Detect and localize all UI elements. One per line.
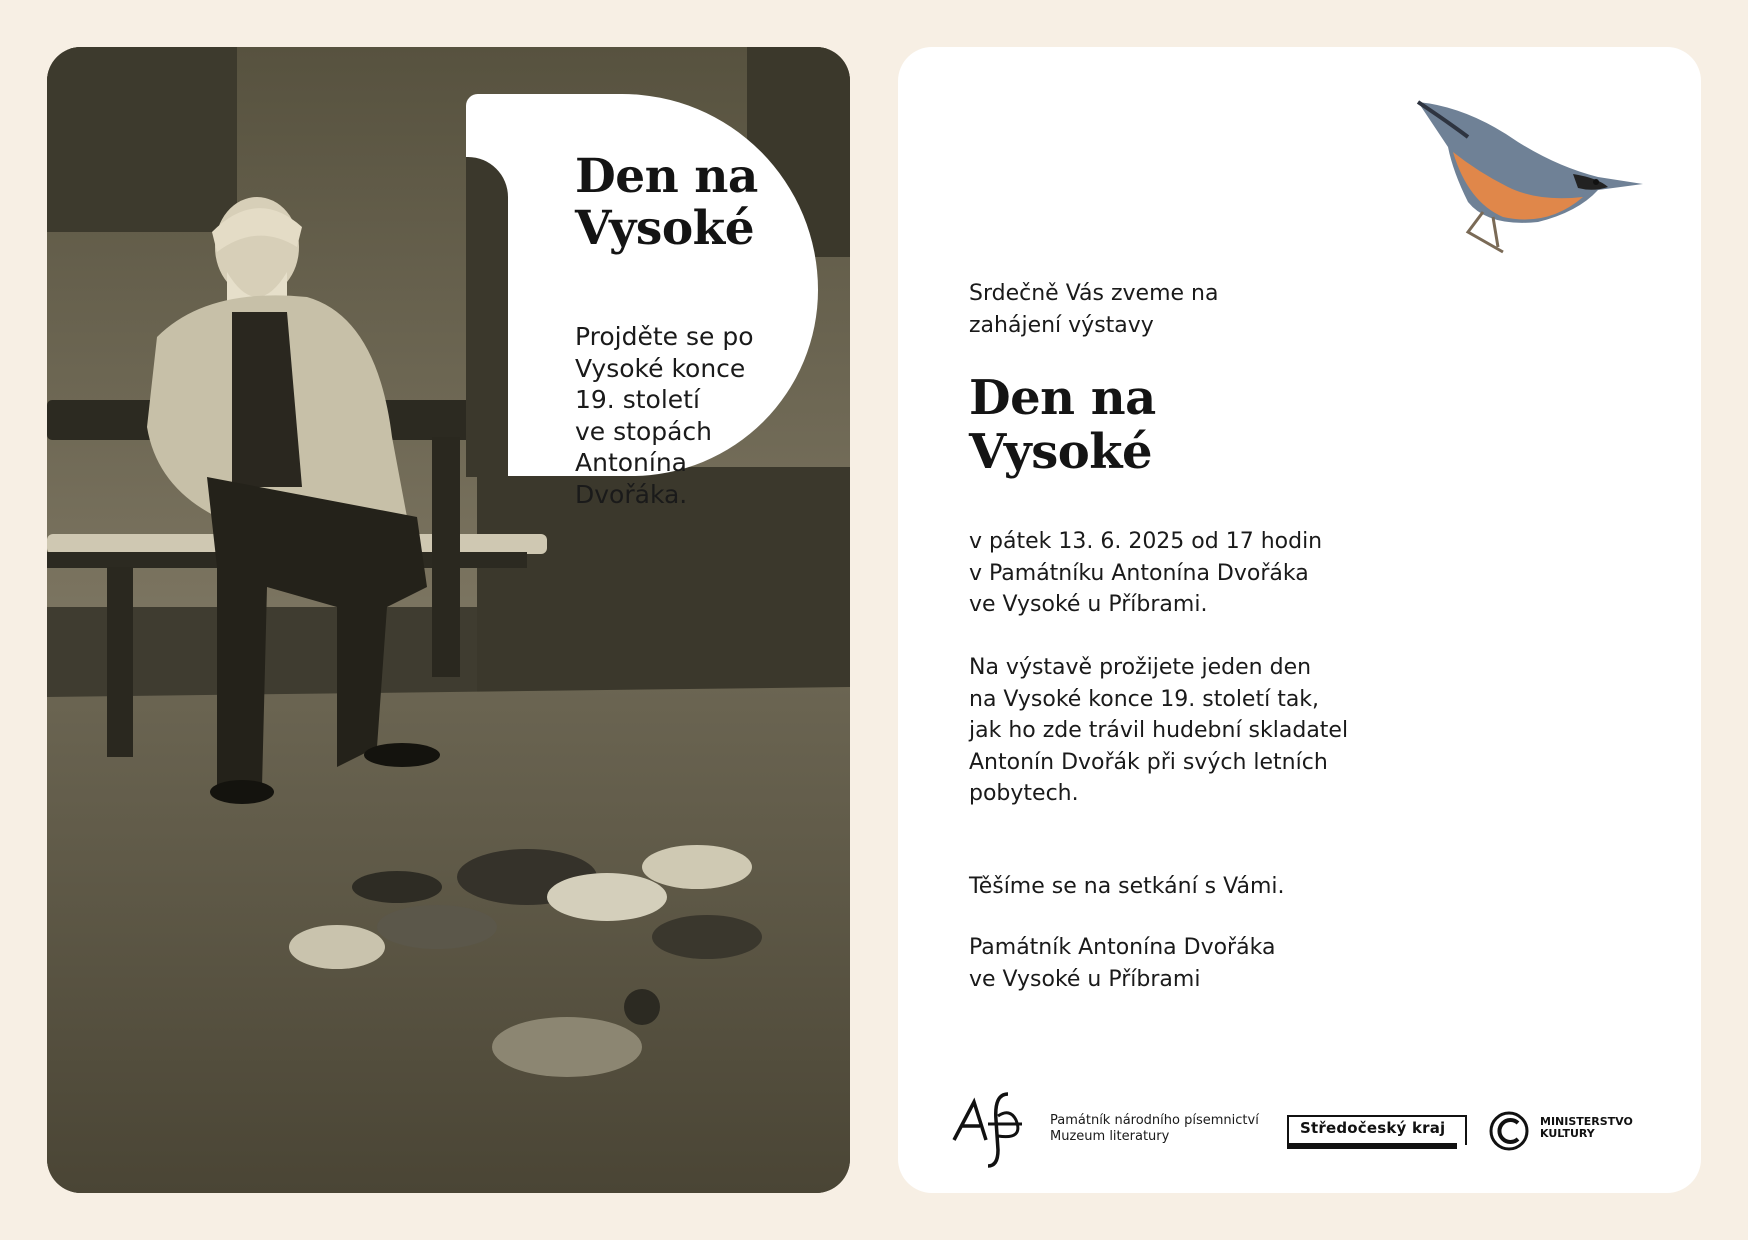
- date-place-paragraph: [969, 526, 1409, 621]
- date-line: v pátek 13. 6. 2025 od 17 hodin: [969, 529, 1323, 554]
- exhibition-title: [969, 371, 1289, 479]
- description-line: na Vysoké konce 19. století tak,: [969, 686, 1320, 712]
- badge-title-line: Den na: [575, 149, 758, 204]
- signature: [969, 932, 1409, 995]
- greeting: Těšíme se na setkání s Vámi.: [969, 874, 1285, 899]
- kraj-logo-bar: [1287, 1143, 1457, 1149]
- partner-logos: [950, 1090, 1650, 1170]
- badge-text-line: 19. století: [575, 385, 700, 414]
- signature-line: Památník Antonína Dvořáka: [969, 935, 1276, 960]
- description-line: Antonín Dvořák při svých letních: [969, 749, 1328, 775]
- invite-text: [969, 278, 1389, 341]
- invite-line: zahájení výstavy: [969, 312, 1154, 338]
- kraj-logo-text: Středočeský kraj: [1300, 1119, 1446, 1137]
- description-line: Na výstavě prožijete jeden den: [969, 655, 1312, 680]
- ministry-logo-text: [1540, 1116, 1633, 1140]
- signature-line: ve Vysoké u Příbrami: [969, 966, 1201, 992]
- nuthatch-bird-icon: [1408, 92, 1648, 262]
- pnp-line: Památník národního písemnictví: [1050, 1113, 1259, 1128]
- ministry-line: KULTURY: [1540, 1127, 1595, 1140]
- badge-text-line: Dvořáka.: [575, 479, 688, 509]
- description-line: pobytech.: [969, 781, 1079, 806]
- af-monogram-icon: [950, 1090, 1050, 1170]
- badge-text-line: ve stopách: [575, 416, 713, 446]
- description-paragraph: [969, 652, 1409, 810]
- invite-line: Srdečně Vás zveme na: [969, 281, 1219, 306]
- description-line: jak ho zde trávil hudební skladatel: [969, 718, 1349, 743]
- title-line: Den na: [969, 370, 1156, 426]
- badge-text-line: Antonína: [575, 448, 687, 477]
- pnp-logo-text: [1050, 1113, 1259, 1145]
- d-letter-notch: [466, 157, 508, 477]
- photo-card: [47, 47, 850, 1193]
- badge-title-line: Vysoké: [575, 201, 755, 256]
- badge-text: [575, 321, 795, 510]
- date-line: ve Vysoké u Příbrami.: [969, 592, 1208, 617]
- ministry-c-icon: [1488, 1110, 1530, 1152]
- badge-text-line: Vysoké konce: [575, 353, 746, 383]
- badge-text-line: Projděte se po: [575, 322, 754, 351]
- date-line: v Památníku Antonína Dvořáka: [969, 560, 1309, 586]
- pnp-line: Muzeum literatury: [1050, 1129, 1170, 1144]
- title-line: Vysoké: [969, 424, 1153, 480]
- ministry-line: MINISTERSTVO: [1540, 1115, 1633, 1128]
- badge-title: [575, 151, 805, 255]
